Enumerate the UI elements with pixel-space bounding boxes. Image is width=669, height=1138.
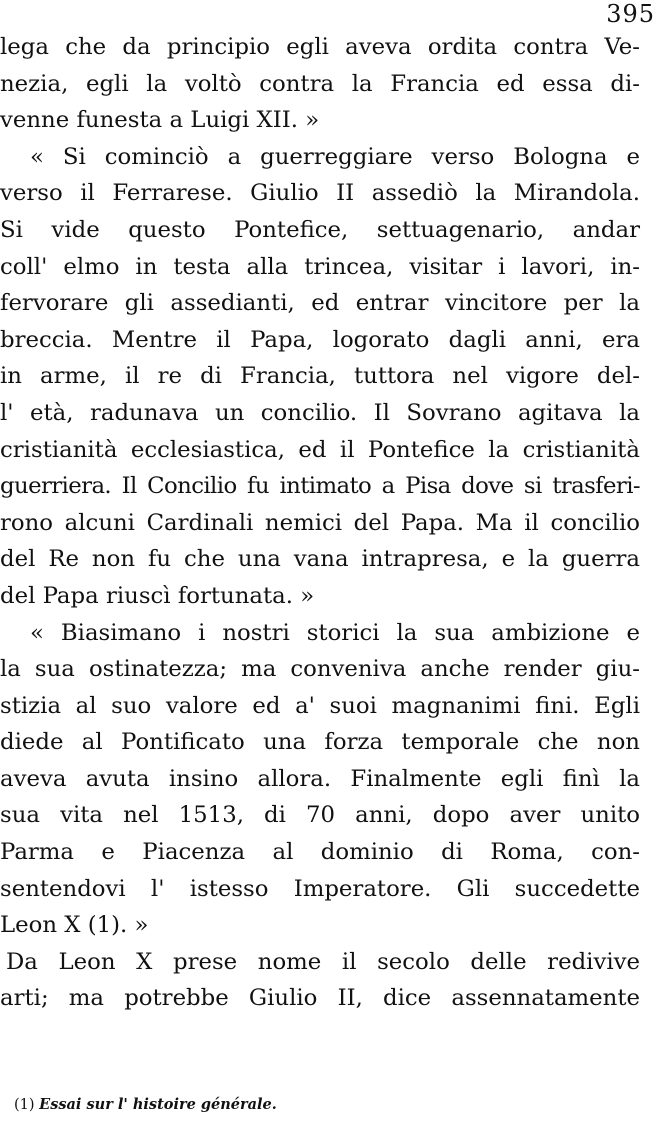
text-line: Leon X (1). » bbox=[0, 912, 149, 939]
text-line: sentendovi l' istesso Imperatore. Gli succedette bbox=[0, 875, 640, 902]
text-line: Parma e Piacenza al dominio di Roma, con- bbox=[0, 839, 640, 866]
text-line: breccia. Mentre il Papa, logorato dagli anni, era bbox=[0, 326, 640, 353]
footnote-text: Essai sur l' histoire générale. bbox=[39, 1096, 277, 1113]
body-text bbox=[0, 29, 640, 1017]
text-line: in arme, il re di Francia, tuttora nel vigore del- bbox=[0, 363, 640, 390]
text-line: « Si cominciò a guerreggiare verso Bologna e bbox=[30, 143, 640, 170]
text-line: stizia al suo valore ed a' suoi magnanimi fini. Egli bbox=[0, 692, 640, 719]
text-line: venne funesta a Luigi XII. » bbox=[0, 107, 320, 134]
text-line: diede al Pontificato una forza temporale che non bbox=[0, 729, 640, 756]
text-line: sua vita nel 1513, di 70 anni, dopo aver unito bbox=[0, 802, 640, 829]
text-line: Si vide questo Pontefice, settuagenario, andar bbox=[0, 216, 640, 243]
text-line: nezia, egli la voltò contra la Francia ed essa di- bbox=[0, 70, 640, 97]
text-line: coll' elmo in testa alla trincea, visitar i lavori, in- bbox=[0, 253, 640, 280]
text-line: fervorare gli assedianti, ed entrar vincitore per la bbox=[0, 290, 640, 317]
text-line: aveva avuta insino allora. Finalmente egli finì la bbox=[0, 765, 640, 792]
text-line: cristianità ecclesiastica, ed il Pontefice la cristianità bbox=[0, 436, 640, 463]
text-line: la sua ostinatezza; ma conveniva anche render giu- bbox=[0, 656, 640, 683]
footnote bbox=[14, 1096, 277, 1114]
text-line: « Biasimano i nostri storici la sua ambizione e bbox=[30, 619, 640, 646]
text-line: l' età, radunava un concilio. Il Sovrano agitava la bbox=[0, 399, 640, 426]
text-line: del Papa riuscì fortunata. » bbox=[0, 582, 315, 609]
text-line: verso il Ferrarese. Giulio II assediò la Mirandola. bbox=[0, 180, 640, 207]
text-line: lega che da principio egli aveva ordita contra Ve- bbox=[0, 34, 640, 60]
text-line: Da Leon X prese nome il secolo delle redivive bbox=[6, 948, 640, 975]
text-line: rono alcuni Cardinali nemici del Papa. Ma il concilio bbox=[0, 509, 640, 536]
page-number: 395 bbox=[606, 0, 655, 28]
text-line: arti; ma potrebbe Giulio II, dice assennatamente bbox=[0, 985, 640, 1012]
footnote-marker: (1) bbox=[14, 1097, 35, 1113]
text-line: guerriera. Il Concilio fu intimato a Pisa dove si trasferi- bbox=[0, 473, 640, 500]
text-line: del Re non fu che una vana intrapresa, e la guerra bbox=[0, 546, 640, 573]
